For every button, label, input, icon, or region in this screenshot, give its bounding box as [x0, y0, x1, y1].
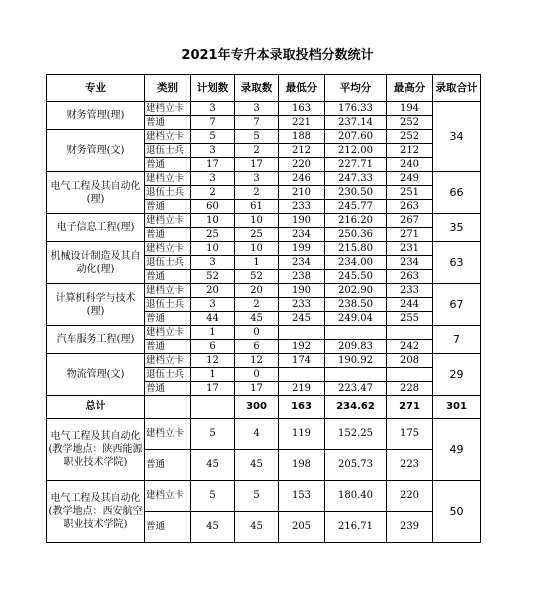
value-cell: 230.50	[325, 186, 387, 200]
value-cell: 247.33	[325, 172, 387, 186]
value-cell: 246	[279, 172, 325, 186]
value-cell: 119	[279, 419, 325, 450]
value-cell: 5	[191, 130, 235, 144]
value-cell: 228	[387, 382, 433, 396]
total-row	[47, 396, 481, 419]
total-label: 总计	[47, 396, 145, 419]
total-cell: 7	[433, 326, 481, 354]
value-cell: 4	[235, 419, 279, 450]
value-cell: 10	[191, 242, 235, 256]
value-cell: 249.04	[325, 312, 387, 326]
value-cell: 227.71	[325, 158, 387, 172]
value-cell: 0	[235, 326, 279, 340]
category-cell: 普通	[145, 116, 191, 130]
category-cell: 普通	[145, 200, 191, 214]
header-cell: 录取数	[235, 75, 279, 102]
value-cell: 153	[279, 481, 325, 512]
value-cell: 245.50	[325, 270, 387, 284]
major-cell: 电气工程及其自动化(教学地点：陕西能源职业技术学院)	[47, 419, 145, 481]
category-cell: 普通	[145, 382, 191, 396]
value-cell: 238.50	[325, 298, 387, 312]
category-cell: 退伍士兵	[145, 186, 191, 200]
value-cell: 5	[235, 481, 279, 512]
major-cell: 电子信息工程(理)	[47, 214, 145, 242]
value-cell: 212.00	[325, 144, 387, 158]
category-cell: 普通	[145, 270, 191, 284]
value-cell: 250.36	[325, 228, 387, 242]
value-cell: 25	[235, 228, 279, 242]
category-cell: 退伍士兵	[145, 256, 191, 270]
value-cell: 44	[191, 312, 235, 326]
total-sum: 301	[433, 396, 481, 419]
value-cell: 190.92	[325, 354, 387, 368]
total-cell: 35	[433, 214, 481, 242]
value-cell: 2	[235, 298, 279, 312]
value-cell: 6	[191, 340, 235, 354]
category-cell: 建档立卡	[145, 481, 191, 512]
value-cell: 45	[235, 312, 279, 326]
value-cell: 5	[191, 481, 235, 512]
value-cell: 194	[387, 102, 433, 116]
value-cell: 234.00	[325, 256, 387, 270]
major-cell: 电气工程及其自动化(理)	[47, 172, 145, 214]
major-cell: 汽车服务工程(理)	[47, 326, 145, 354]
value-cell: 251	[387, 186, 433, 200]
category-cell: 建档立卡	[145, 102, 191, 116]
value-cell: 176.33	[325, 102, 387, 116]
value-cell: 219	[279, 382, 325, 396]
major-cell: 物流管理(文)	[47, 354, 145, 396]
major-cell: 电气工程及其自动化(教学地点：西安航空职业技术学院)	[47, 481, 145, 543]
value-cell: 12	[191, 354, 235, 368]
value-cell: 239	[387, 512, 433, 543]
category-cell: 建档立卡	[145, 130, 191, 144]
value-cell: 3	[191, 102, 235, 116]
value-cell: 234	[279, 228, 325, 242]
value-cell: 10	[191, 214, 235, 228]
value-cell: 252	[387, 116, 433, 130]
value-cell	[325, 326, 387, 340]
major-cell: 计算机科学与技术(理)	[47, 284, 145, 326]
total-cell: 50	[433, 481, 481, 543]
value-cell: 61	[235, 200, 279, 214]
value-cell: 209.83	[325, 340, 387, 354]
total-enrolled: 300	[235, 396, 279, 419]
value-cell: 3	[235, 102, 279, 116]
category-cell: 普通	[145, 450, 191, 481]
value-cell: 17	[191, 382, 235, 396]
value-cell: 6	[235, 340, 279, 354]
value-cell: 271	[387, 228, 433, 242]
value-cell: 223	[387, 450, 433, 481]
value-cell: 3	[191, 298, 235, 312]
value-cell: 255	[387, 312, 433, 326]
value-cell: 202.90	[325, 284, 387, 298]
value-cell: 2	[191, 186, 235, 200]
category-cell: 普通	[145, 340, 191, 354]
header-cell: 平均分	[325, 75, 387, 102]
value-cell: 5	[235, 130, 279, 144]
value-cell: 199	[279, 242, 325, 256]
value-cell: 2	[235, 186, 279, 200]
value-cell: 220	[279, 158, 325, 172]
table-row	[47, 242, 481, 256]
value-cell: 210	[279, 186, 325, 200]
value-cell	[387, 326, 433, 340]
header-row	[47, 75, 481, 102]
category-cell: 普通	[145, 312, 191, 326]
value-cell: 152.25	[325, 419, 387, 450]
value-cell: 5	[191, 419, 235, 450]
value-cell: 233	[387, 284, 433, 298]
value-cell: 17	[235, 158, 279, 172]
total-min: 163	[279, 396, 325, 419]
value-cell: 1	[191, 368, 235, 382]
category-cell: 退伍士兵	[145, 368, 191, 382]
value-cell: 208	[387, 354, 433, 368]
header-cell: 类别	[145, 75, 191, 102]
value-cell: 216.71	[325, 512, 387, 543]
category-cell: 建档立卡	[145, 242, 191, 256]
value-cell: 45	[235, 512, 279, 543]
value-cell: 188	[279, 130, 325, 144]
value-cell: 238	[279, 270, 325, 284]
category-cell: 退伍士兵	[145, 144, 191, 158]
value-cell: 215.80	[325, 242, 387, 256]
value-cell	[387, 368, 433, 382]
total-max: 271	[387, 396, 433, 419]
value-cell: 52	[191, 270, 235, 284]
total-cell: 67	[433, 284, 481, 326]
value-cell: 12	[235, 354, 279, 368]
value-cell: 233	[279, 298, 325, 312]
category-cell: 建档立卡	[145, 354, 191, 368]
table-row	[47, 214, 481, 228]
header-cell: 计划数	[191, 75, 235, 102]
value-cell: 244	[387, 298, 433, 312]
value-cell: 240	[387, 158, 433, 172]
total-cell: 63	[433, 242, 481, 284]
table-row	[47, 481, 481, 512]
table-row	[47, 326, 481, 340]
value-cell: 205	[279, 512, 325, 543]
value-cell: 245	[279, 312, 325, 326]
total-avg: 234.62	[325, 396, 387, 419]
value-cell: 175	[387, 419, 433, 450]
table-row	[47, 284, 481, 298]
total-cell: 29	[433, 354, 481, 396]
category-cell: 建档立卡	[145, 419, 191, 450]
value-cell: 234	[387, 256, 433, 270]
value-cell: 207.60	[325, 130, 387, 144]
value-cell: 52	[235, 270, 279, 284]
value-cell: 17	[235, 382, 279, 396]
total-cell: 49	[433, 419, 481, 481]
major-cell: 财务管理(文)	[47, 130, 145, 172]
value-cell: 45	[235, 450, 279, 481]
value-cell: 1	[191, 326, 235, 340]
empty-cell	[145, 396, 191, 419]
value-cell: 198	[279, 450, 325, 481]
value-cell: 25	[191, 228, 235, 242]
category-cell: 普通	[145, 228, 191, 242]
header-cell: 录取合计	[433, 75, 481, 102]
value-cell: 223.47	[325, 382, 387, 396]
header-cell: 最高分	[387, 75, 433, 102]
value-cell: 190	[279, 284, 325, 298]
value-cell: 20	[191, 284, 235, 298]
value-cell: 45	[191, 450, 235, 481]
value-cell: 245.77	[325, 200, 387, 214]
value-cell: 3	[235, 172, 279, 186]
header-cell: 最低分	[279, 75, 325, 102]
value-cell: 163	[279, 102, 325, 116]
value-cell: 10	[235, 214, 279, 228]
value-cell: 17	[191, 158, 235, 172]
value-cell: 20	[235, 284, 279, 298]
value-cell: 7	[235, 116, 279, 130]
table-row	[47, 102, 481, 116]
value-cell: 237.14	[325, 116, 387, 130]
value-cell: 45	[191, 512, 235, 543]
total-cell: 66	[433, 172, 481, 214]
value-cell: 263	[387, 200, 433, 214]
value-cell: 2	[235, 144, 279, 158]
table-row	[47, 354, 481, 368]
value-cell: 1	[235, 256, 279, 270]
table-row	[47, 130, 481, 144]
value-cell: 267	[387, 214, 433, 228]
value-cell: 231	[387, 242, 433, 256]
category-cell: 建档立卡	[145, 284, 191, 298]
table-row	[47, 172, 481, 186]
category-cell: 建档立卡	[145, 214, 191, 228]
category-cell: 建档立卡	[145, 172, 191, 186]
value-cell: 242	[387, 340, 433, 354]
value-cell: 221	[279, 116, 325, 130]
value-cell: 3	[191, 144, 235, 158]
page-title: 2021年专升本录取投档分数统计	[181, 48, 374, 63]
value-cell: 3	[191, 256, 235, 270]
value-cell: 212	[279, 144, 325, 158]
value-cell: 249	[387, 172, 433, 186]
value-cell: 10	[235, 242, 279, 256]
value-cell: 60	[191, 200, 235, 214]
value-cell: 7	[191, 116, 235, 130]
value-cell: 212	[387, 144, 433, 158]
major-cell: 机械设计制造及其自动化(理)	[47, 242, 145, 284]
table-row	[47, 419, 481, 450]
value-cell: 205.73	[325, 450, 387, 481]
value-cell: 252	[387, 130, 433, 144]
value-cell: 174	[279, 354, 325, 368]
value-cell	[325, 368, 387, 382]
total-cell: 34	[433, 102, 481, 172]
value-cell: 180.40	[325, 481, 387, 512]
value-cell: 216.20	[325, 214, 387, 228]
major-cell: 财务管理(理)	[47, 102, 145, 130]
table-body	[47, 102, 481, 543]
category-cell: 普通	[145, 512, 191, 543]
value-cell: 0	[235, 368, 279, 382]
empty-cell	[191, 396, 235, 419]
value-cell	[279, 326, 325, 340]
score-table	[46, 74, 481, 543]
category-cell: 普通	[145, 158, 191, 172]
value-cell: 263	[387, 270, 433, 284]
value-cell: 190	[279, 214, 325, 228]
value-cell: 220	[387, 481, 433, 512]
value-cell: 233	[279, 200, 325, 214]
header-cell: 专业	[47, 75, 145, 102]
value-cell: 192	[279, 340, 325, 354]
value-cell	[279, 368, 325, 382]
value-cell: 3	[191, 172, 235, 186]
value-cell: 234	[279, 256, 325, 270]
category-cell: 退伍士兵	[145, 298, 191, 312]
category-cell: 建档立卡	[145, 326, 191, 340]
